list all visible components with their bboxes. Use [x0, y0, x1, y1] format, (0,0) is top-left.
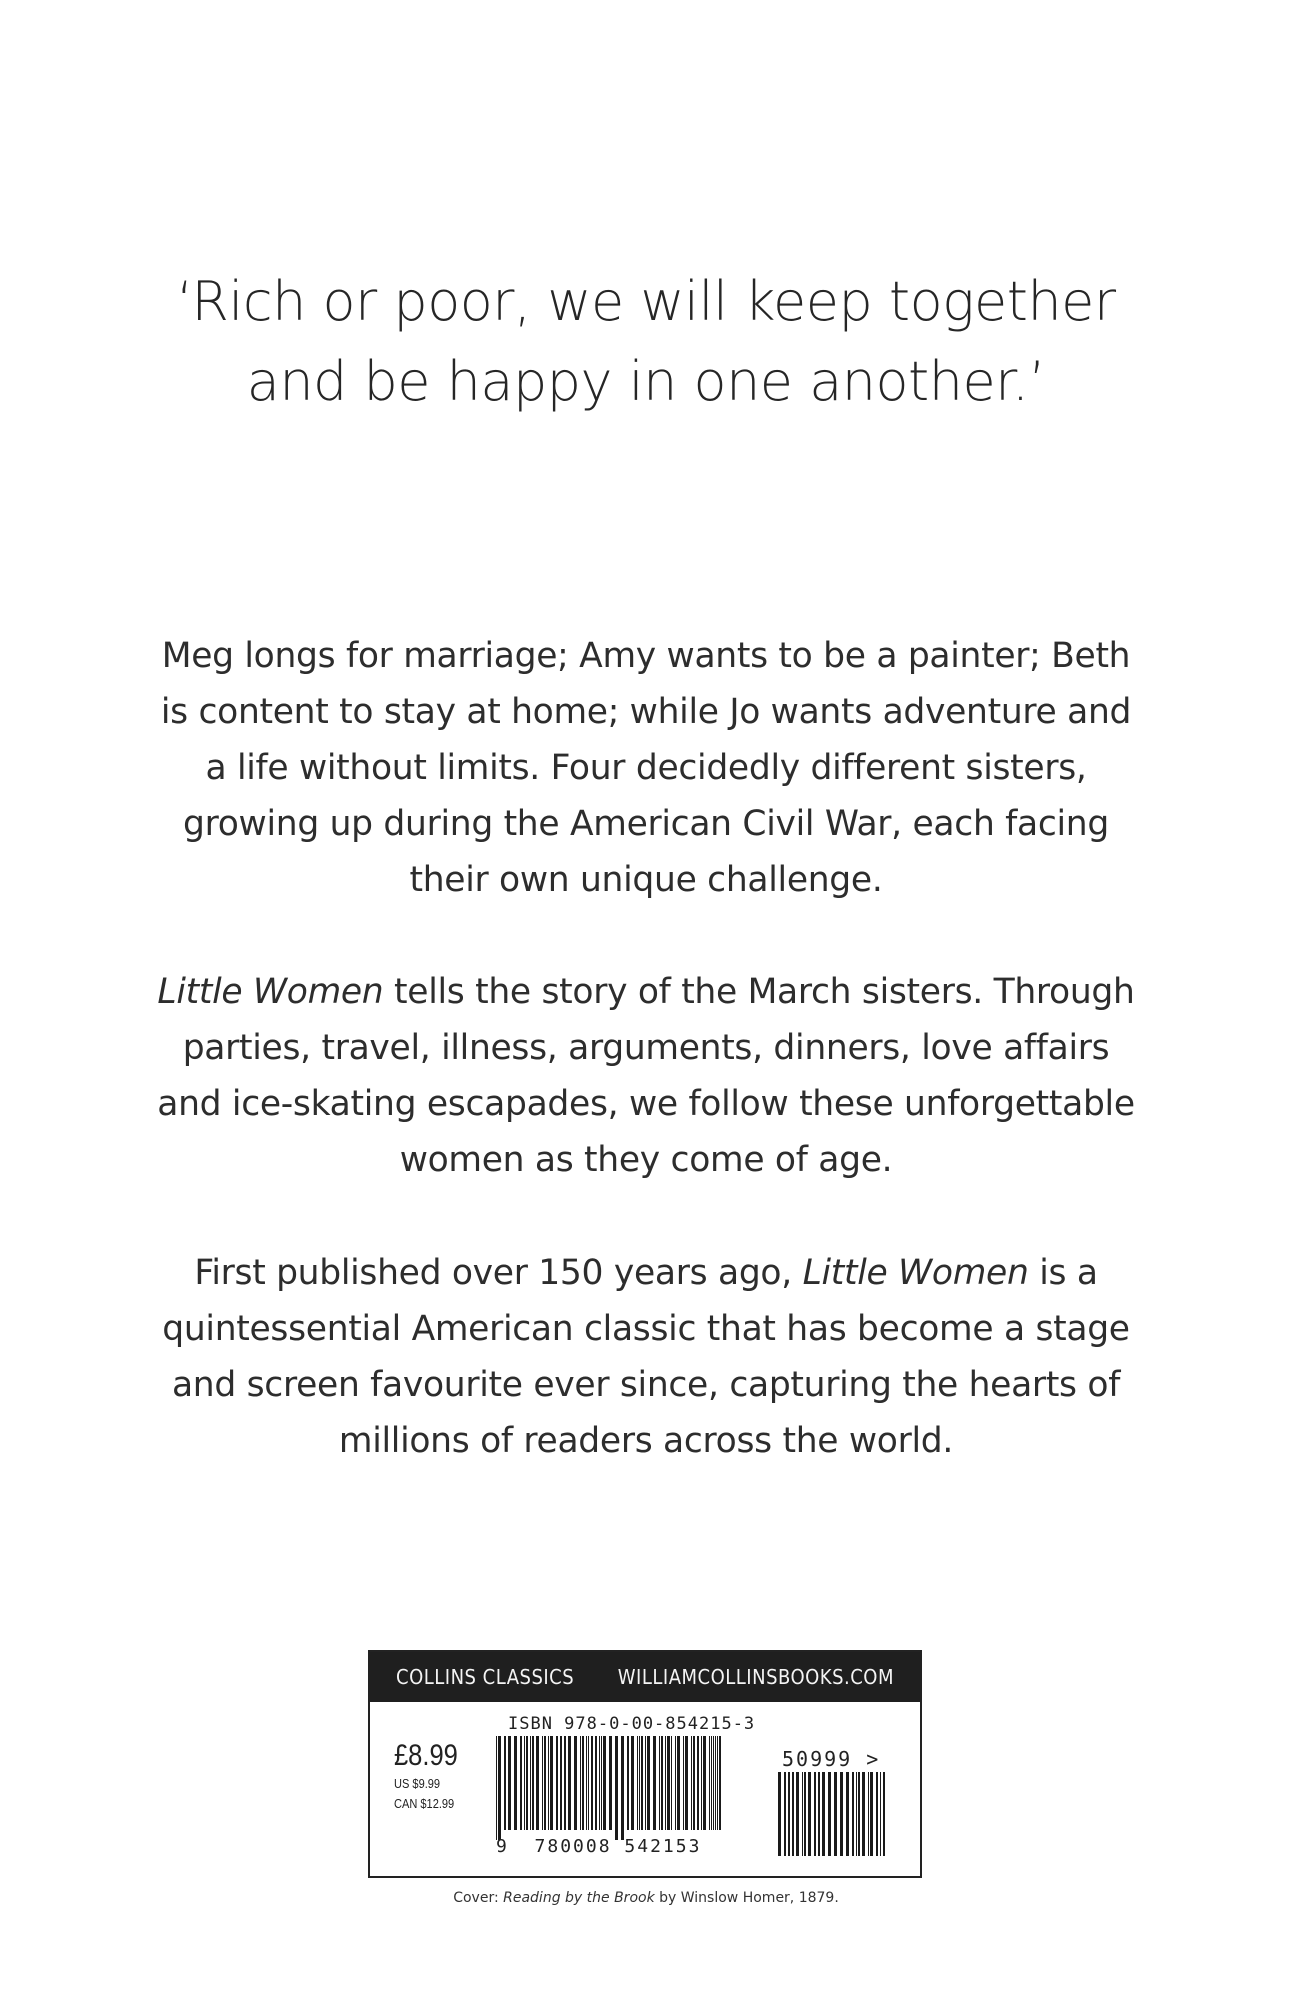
barcode-bar: [808, 1772, 811, 1856]
barcode-bar: [719, 1736, 721, 1830]
barcode-bar: [834, 1772, 837, 1856]
addon-digits: 50999 >: [782, 1747, 881, 1771]
barcode-bar: [840, 1772, 843, 1856]
barcode-bar: [856, 1772, 857, 1856]
barcode-bar: [536, 1736, 539, 1830]
barcode-bar: [814, 1772, 816, 1856]
ean-first-digit: 9: [496, 1836, 509, 1857]
barcode-bar: [645, 1736, 646, 1830]
barcode-bar: [498, 1736, 501, 1840]
barcode-bar: [641, 1736, 643, 1830]
book-title-italic: Little Women: [802, 1253, 1029, 1293]
price-can: CAN $12.99: [394, 1796, 455, 1811]
barcode-bar: [520, 1736, 522, 1830]
barcode-bar: [711, 1736, 712, 1830]
barcode-bar: [661, 1736, 663, 1830]
barcode-bar: [683, 1736, 684, 1830]
barcode-bar: [677, 1736, 680, 1830]
isbn-label: ISBN 978-0-00-854215-3: [508, 1714, 756, 1734]
ean-barcode: [496, 1736, 722, 1840]
barcode-bar: [564, 1736, 566, 1830]
blurb-paragraph-2-rest: tells the story of the March sisters. Through parties, travel, illness, arguments, dinners, love affairs and ice-skating escapades, we follow these unforgettable women as they come of age.: [157, 972, 1135, 1180]
barcode-bar: [703, 1736, 706, 1830]
barcode-bar: [496, 1736, 497, 1840]
barcode-bar: [717, 1736, 718, 1830]
barcode-bar: [639, 1736, 640, 1830]
barcode-bar: [621, 1736, 624, 1840]
barcode-bar: [870, 1772, 873, 1856]
addon-barcode: [778, 1772, 888, 1866]
barcode-bar: [846, 1772, 849, 1856]
barcode-bar: [880, 1772, 881, 1856]
barcode-bar: [715, 1736, 716, 1830]
blurb-paragraph-1-text: Meg longs for marriage; Amy wants to be a painter; Beth is content to stay at home; while Jo wants adventure and a life without limits. Four decidedly different sisters, growing up during the American Civil War, each facing their own unique challenge.: [160, 636, 1132, 900]
barcode-bar: [582, 1736, 584, 1830]
barcode-bar: [647, 1736, 650, 1830]
barcode-bar: [542, 1736, 543, 1830]
price-gbp: £8.99: [394, 1739, 458, 1772]
barcode-bar: [532, 1736, 534, 1830]
blurb-paragraph-3-rest: is a quintessential American classic that has become a stage and screen favourite ever since, capturing the hearts of millions of readers across the world.: [162, 1253, 1130, 1461]
barcode-bar: [588, 1736, 589, 1830]
barcode-bar: [631, 1736, 634, 1830]
barcode-bar: [784, 1772, 786, 1856]
barcode-box: [368, 1650, 922, 1878]
barcode-bar: [693, 1736, 695, 1830]
pull-quote-line-2: and be happy in one another.’: [246, 350, 1046, 413]
ean-right-digits: 542153: [624, 1836, 702, 1857]
barcode-bar: [514, 1736, 517, 1830]
barcode-bar: [691, 1736, 692, 1830]
barcode-bar: [818, 1772, 820, 1856]
barcode-bar: [685, 1736, 688, 1830]
barcode-bar: [796, 1772, 799, 1856]
barcode-bar: [568, 1736, 571, 1830]
barcode-bar: [504, 1736, 506, 1830]
barcode-bar: [792, 1772, 794, 1856]
blurb-paragraph-3: [150, 1245, 1142, 1469]
barcode-bar: [868, 1772, 869, 1856]
barcode-bar: [713, 1736, 714, 1830]
barcode-bar: [574, 1736, 577, 1830]
barcode-bar: [822, 1772, 825, 1856]
barcode-bar: [883, 1772, 885, 1856]
blurb-paragraph-3-text: [150, 1245, 1142, 1469]
barcode-bar: [586, 1736, 587, 1830]
blurb-paragraph-2-text: [150, 964, 1142, 1188]
ean-digits: [496, 1836, 701, 1857]
barcode-bar: [675, 1736, 676, 1830]
barcode-bar: [701, 1736, 702, 1830]
barcode-bar: [659, 1736, 660, 1830]
barcode-bar: [709, 1736, 710, 1830]
publisher-website: WILLIAMCOLLINSBOOKS.COM: [617, 1665, 894, 1689]
book-title-italic: Little Women: [157, 972, 384, 1012]
barcode-bar: [556, 1736, 558, 1830]
blurb-paragraph-3-start: First published over 150 years ago,: [194, 1253, 803, 1293]
barcode-bar: [667, 1736, 670, 1830]
barcode-bar: [671, 1736, 672, 1830]
barcode-bar: [544, 1736, 546, 1830]
barcode-bar: [609, 1736, 612, 1830]
barcode-bar: [603, 1736, 606, 1830]
barcode-box-header: [370, 1652, 920, 1702]
barcode-bar: [526, 1736, 528, 1830]
barcode-bar: [852, 1772, 854, 1856]
pull-quote-line-1: ‘Rich or poor, we will keep together: [176, 270, 1116, 333]
barcode-bar: [627, 1736, 629, 1830]
barcode-bar: [876, 1772, 878, 1856]
cover-credit-prefix: Cover:: [453, 1890, 504, 1906]
barcode-bar: [615, 1736, 618, 1840]
pull-quote: [0, 262, 1292, 422]
barcode-bar: [599, 1736, 600, 1830]
barcode-bar: [858, 1772, 860, 1856]
blurb-paragraph-1: [150, 628, 1142, 908]
barcode-bar: [637, 1736, 638, 1830]
barcode-bar: [591, 1736, 593, 1830]
price-block: [394, 1738, 469, 1814]
barcode-bar: [653, 1736, 656, 1830]
cover-painting-title: Reading by the Brook: [503, 1890, 655, 1906]
barcode-bar: [862, 1772, 865, 1856]
barcode-bar: [665, 1736, 666, 1830]
barcode-bar: [601, 1736, 602, 1830]
barcode-bar: [550, 1736, 553, 1830]
barcode-bar: [580, 1736, 581, 1830]
barcode-bar: [802, 1772, 803, 1856]
publisher-imprint: COLLINS CLASSICS: [396, 1665, 575, 1689]
barcode-bar: [828, 1772, 831, 1856]
barcode-bar: [530, 1736, 531, 1830]
ean-left-digits: 780008: [534, 1836, 612, 1857]
cover-credit: [0, 1890, 1292, 1906]
barcode-bar: [548, 1736, 549, 1830]
barcode-bar: [560, 1736, 562, 1830]
barcode-bar: [508, 1736, 511, 1830]
barcode-bar: [697, 1736, 699, 1830]
barcode-bar: [804, 1772, 806, 1856]
price-us: US $9.99: [394, 1776, 441, 1791]
barcode-bar: [595, 1736, 597, 1830]
barcode-bar: [524, 1736, 525, 1830]
barcode-bar: [788, 1772, 790, 1856]
blurb-paragraph-2: [150, 964, 1142, 1188]
barcode-bar: [778, 1772, 781, 1856]
cover-credit-suffix: by Winslow Homer, 1879.: [654, 1890, 839, 1906]
